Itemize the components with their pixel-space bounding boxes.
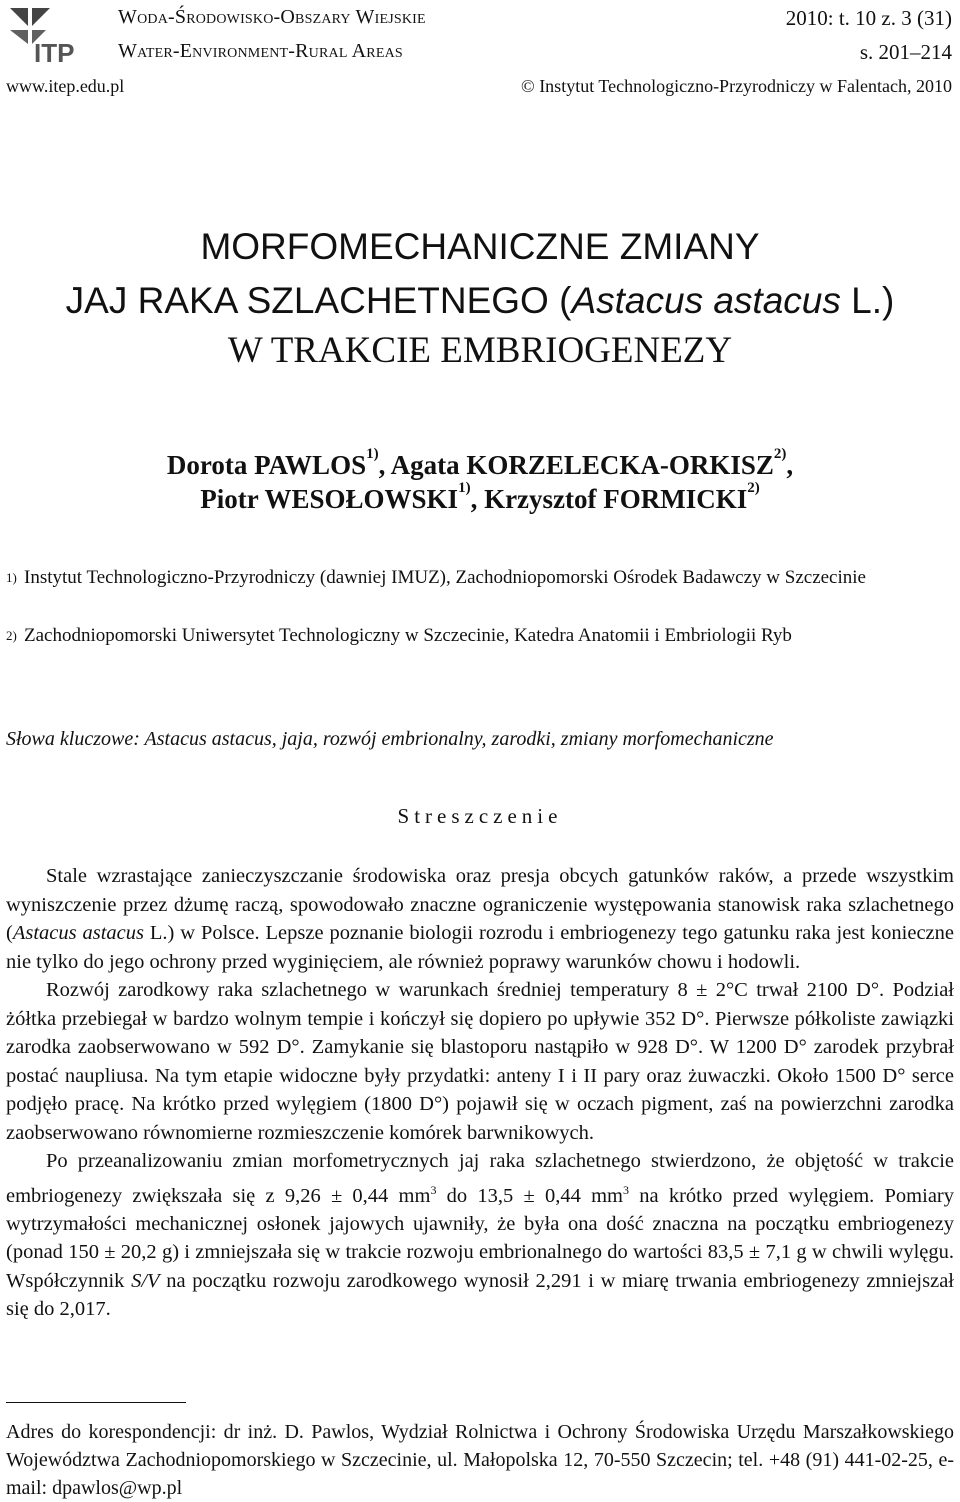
abstract-body <box>6 862 954 1324</box>
itp-logo <box>6 4 96 66</box>
abstract-paragraph-2: Rozwój zarodkowy raka szlachetnego w warunkach średniej temperatury 8 ± 2°C trwał 2100 D°. Podział żółtka przebiegał w bardzo wolnym tempie i kończył się dopiero po upływie 352 D°. Pierwsze półkoliste zawiązki zarodka zaobserwowano w 592 D°. Zamykanie się blastoporu nastąpiło w 928 D°. W 1200 D° zarodek przybrał postać naupliusa. Na tym etapie widoczne były przydatki: anteny I i II pary oraz żuwaczki. Około 1500 D° serce podjęło pracę. Na krótko przed wylęgiem (1800 D°) pojawił się w oczach pigment, zaś na powierzchni zarodka zaobserwowano równomierne rozmieszczenie komórek barwnikowych. <box>6 979 954 1144</box>
abstract-paragraph-3: Po przeanalizowaniu zmian morfometrycznych jaj raka szlachetnego stwierdzono, że objętość w trakcie embriogenezy zwiększała się z 9,26 ± 0,44 $mm^3$ do 13,5 ± 0,44 $mm^3$ na krótko przed wylęgiem. Pomiary wytrzymałości mechanicznej osłonek jajowych ujawniły, że była ona dość znaczna na początku embriogenezy (ponad 150 ± 20,2 g) i zmniejszała się w trakcie rozwoju embrionalnego do wartości 83,5 ± 7,1 g w chwili wylęgu. Współczynnik S/V na początku rozwoju zarodkowego wynosił 2,291 i w miarę trwania embriogenezy zmniejszał się do 2,017. <box>6 1150 954 1321</box>
abstract-heading: Streszczenie <box>397 804 563 828</box>
affiliation-1: 1) Instytut Technologiczno-Przyrodniczy (dawniej IMUZ), Zachodniopomorski Ośrodek Badawczy w Szczecinie <box>6 567 866 588</box>
abstract-paragraph-1: Stale wzrastające zanieczyszczanie środowiska oraz presja obcych gatunków raków, a przede wszystkim wyniszczenie przez dżumę raczą, spowodowało znaczne ograniczenie występowania stanowisk raka szlachetnego (Astacus astacus L.) w Polsce. Lepsze poznanie biologii rozrodu i embriogenezy tego gatunku raka jest konieczne nie tylko do jego ochrony przed wyginięciem, ale również poprawy warunków chowu i hodowli. <box>6 865 954 973</box>
footnote-rule <box>6 1402 186 1403</box>
keywords: Słowa kluczowe: Astacus astacus, jaja, rozwój embrionalny, zarodki, zmiany morfomechaniczne <box>6 728 774 750</box>
authors-line-2: Piotr WESOŁOWSKI$^{1)}$, Krzysztof FORMICKI$^{2)}$ <box>200 480 760 514</box>
page-range: s. 201–214 <box>859 40 952 64</box>
authors-line-1: Dorota PAWLOS$^{1)}$, Agata KORZELECKA-ORKISZ$^{2)}$, <box>166 446 794 480</box>
website-link[interactable]: www.itep.edu.pl <box>6 76 125 96</box>
affiliation-2: 2) Zachodniopomorski Uniwersytet Technologiczny w Szczecinie, Katedra Anatomii i Embriologii Ryb <box>6 625 792 646</box>
journal-title-en: Water-Environment-Rural Areas <box>118 40 403 62</box>
journal-title-pl: Woda-Środowisko-Obszary Wiejskie <box>118 6 426 28</box>
title-line-1: MORFOMECHANICZNE ZMIANY <box>200 226 760 267</box>
logo-text: ITP <box>34 38 75 66</box>
title-line-3: W TRAKCIE EMBRIOGENEZY <box>227 330 733 371</box>
issue-info: 2010: t. 10 z. 3 (31) <box>785 6 952 30</box>
title-line-2: JAJ RAKA SZLACHETNEGO (Astacus astacus L.) <box>65 280 895 321</box>
copyright-notice: © Instytut Technologiczno-Przyrodniczy w Falentach, 2010 <box>521 76 952 96</box>
correspondence-footnote: Adres do korespondencji: dr inż. D. Pawlos, Wydział Rolnictwa i Ochrony Środowiska Urzędu Marszałkowskiego Województwa Zachodniopomorskiego w Szczecinie, ul. Małopolska 12, 70-550 Szczecin; tel. +48 (91) 441-02-25, e-mail: dpawlos@wp.pl <box>6 1421 954 1499</box>
